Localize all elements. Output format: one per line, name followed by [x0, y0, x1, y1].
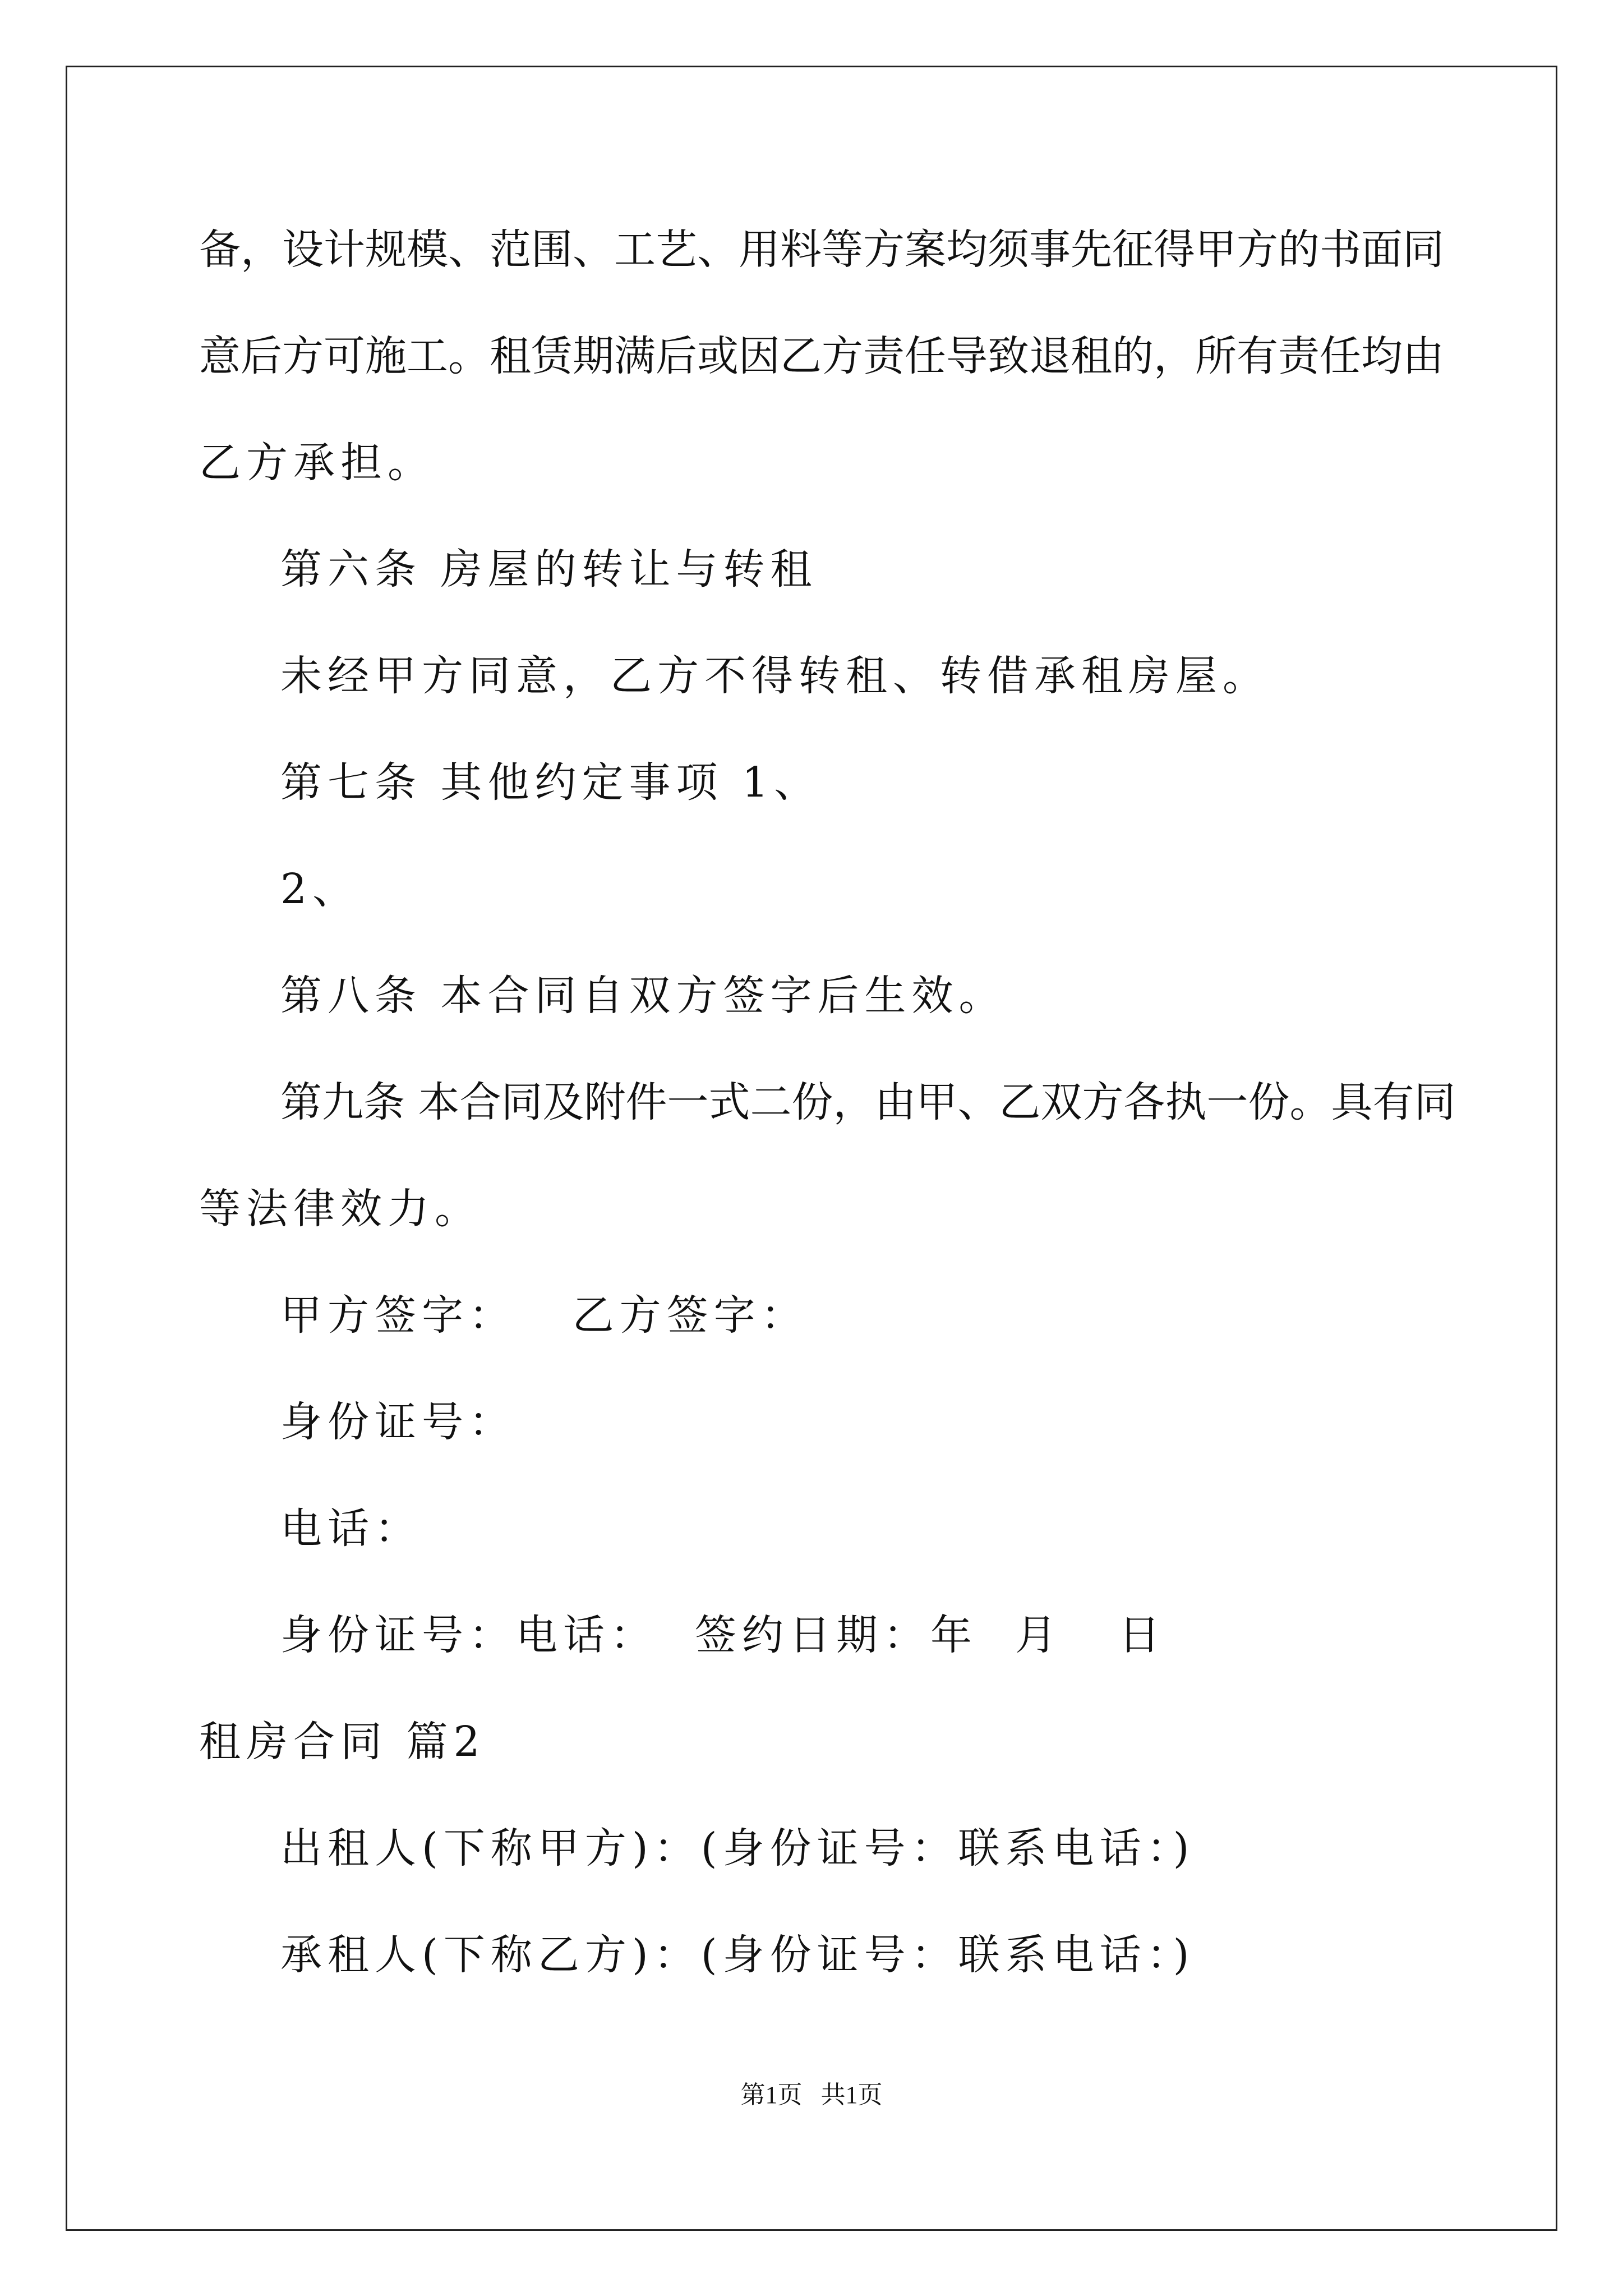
paragraph-line: 意后方可施工。租赁期满后或因乙方责任导致退租的，所有责任均由 [199, 332, 1444, 380]
id-number-field: 身份证号： [280, 1398, 516, 1446]
sign-date-line: 身份证号：电话： 签约日期：年 月 日 [280, 1611, 1166, 1659]
phone-field: 电话： [280, 1504, 422, 1553]
paragraph-line: 第九条 本合同及附件一式二份，由甲、乙双方各执一份。具有同 [280, 1078, 1456, 1126]
paragraph-line: 乙方承担。 [199, 439, 435, 487]
lessor-line: 出租人(下称甲方)：(身份证号：联系电话：) [280, 1824, 1195, 1872]
paragraph-line: 未经甲方同意，乙方不得转租、转借承租房屋。 [280, 652, 1270, 700]
page-border [66, 66, 1557, 2231]
paragraph-line: 第八条 本合同自双方签字后生效。 [280, 972, 1006, 1020]
list-item: 2、 [280, 865, 360, 913]
section-heading: 第六条 房屋的转让与转租 [280, 545, 818, 593]
section-heading: 第七条 其他约定事项 1、 [280, 758, 822, 807]
paragraph-line: 等法律效力。 [199, 1185, 482, 1233]
contract-title: 租房合同 篇2 [199, 1718, 486, 1766]
page-number: 第1页 共1页 [740, 2081, 883, 2109]
signature-line: 甲方签字： 乙方签字： [280, 1291, 808, 1340]
lessee-line: 承租人(下称乙方)：(身份证号：联系电话：) [280, 1931, 1195, 1979]
paragraph-line: 备，设计规模、范围、工艺、用料等方案均须事先征得甲方的书面同 [199, 226, 1444, 274]
